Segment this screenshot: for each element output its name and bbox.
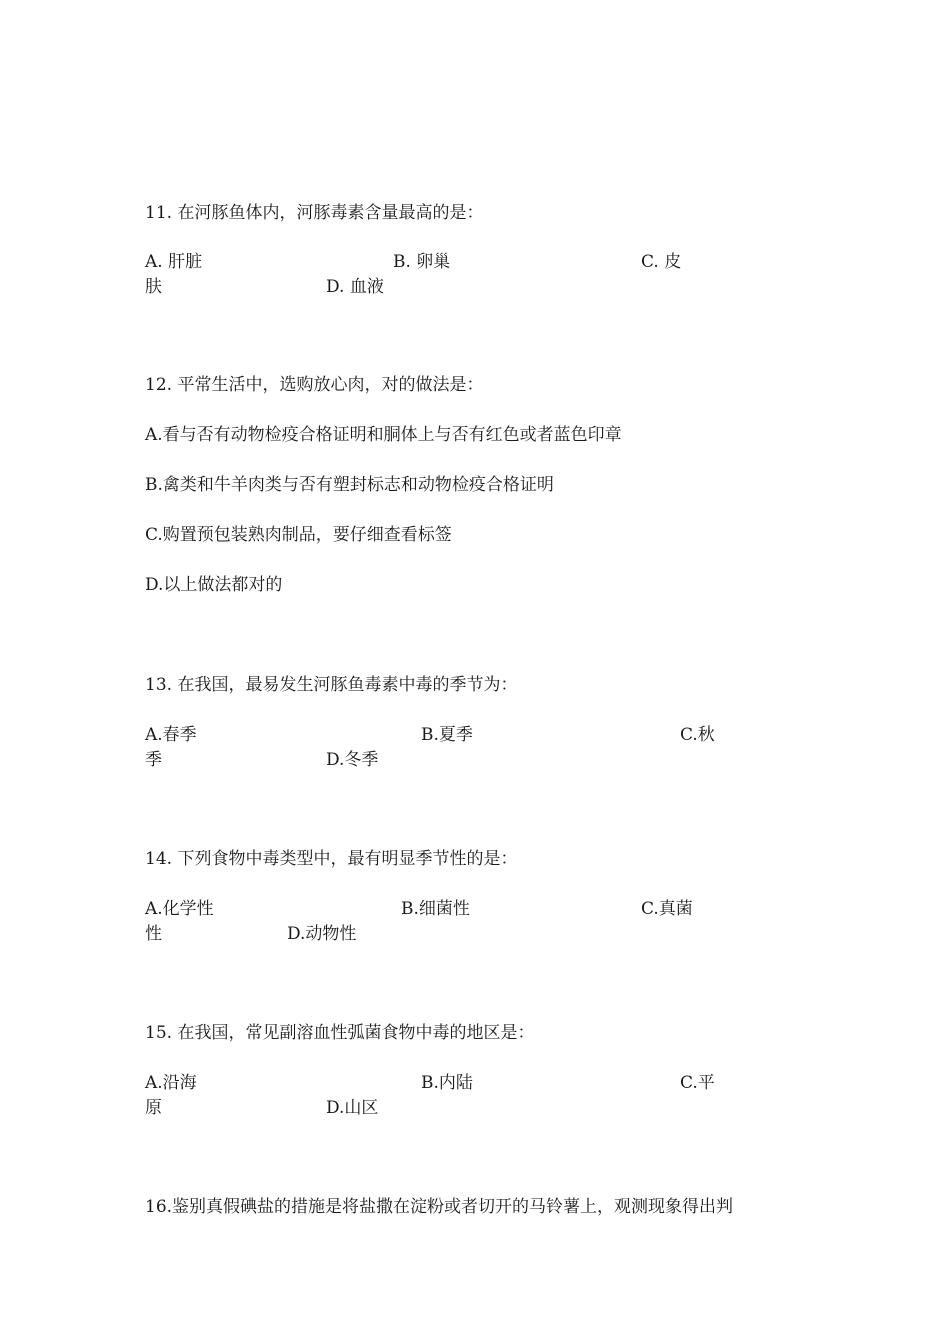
question-14-option-c-continued: 性 [145, 924, 162, 944]
question-14-option-a: A.化学性 [145, 899, 214, 919]
question-13-option-c: C.秋 [680, 725, 715, 745]
question-13-option-c-continued: 季 [145, 750, 162, 770]
question-13-option-a: A.春季 [145, 725, 197, 745]
question-15-option-d: D.山区 [326, 1098, 379, 1118]
question-12-option-c: C.购置预包装熟肉制品，要仔细查看标签 [145, 525, 452, 545]
question-12-stem: 12. 平常生活中，选购放心肉，对的做法是： [145, 375, 484, 395]
question-15-option-c: C.平 [680, 1073, 715, 1093]
question-14-option-c: C.真菌 [641, 899, 693, 919]
question-13-stem: 13. 在我国，最易发生河豚鱼毒素中毒的季节为： [145, 675, 518, 695]
question-12-option-d: D.以上做法都对的 [145, 575, 283, 595]
question-11-option-a: A. 肝脏 [145, 252, 203, 272]
question-13-option-b: B.夏季 [421, 725, 473, 745]
question-13-option-d: D.冬季 [326, 750, 379, 770]
question-15-option-a: A.沿海 [145, 1073, 197, 1093]
question-14-option-d: D.动物性 [287, 924, 357, 944]
question-15-stem: 15. 在我国，常见副溶血性弧菌食物中毒的地区是： [145, 1023, 535, 1043]
question-12-option-a: A.看与否有动物检疫合格证明和胴体上与否有红色或者蓝色印章 [145, 425, 622, 445]
question-11-option-b: B. 卵巢 [393, 252, 451, 272]
question-11-stem: 11. 在河豚鱼体内，河豚毒素含量最高的是： [145, 203, 484, 223]
question-12-option-b: B.禽类和牛羊肉类与否有塑封标志和动物检疫合格证明 [145, 475, 554, 495]
question-14-option-b: B.细菌性 [401, 899, 470, 919]
question-11-option-c: C. 皮 [641, 252, 682, 272]
question-11-option-c-continued: 肤 [145, 277, 162, 297]
question-16-stem: 16.鉴别真假碘盐的措施是将盐撒在淀粉或者切开的马铃薯上，观测现象得出判 [145, 1197, 734, 1217]
question-11-option-d: D. 血液 [326, 277, 384, 297]
question-15-option-b: B.内陆 [421, 1073, 473, 1093]
question-14-stem: 14. 下列食物中毒类型中，最有明显季节性的是： [145, 849, 518, 869]
question-15-option-c-continued: 原 [145, 1098, 162, 1118]
